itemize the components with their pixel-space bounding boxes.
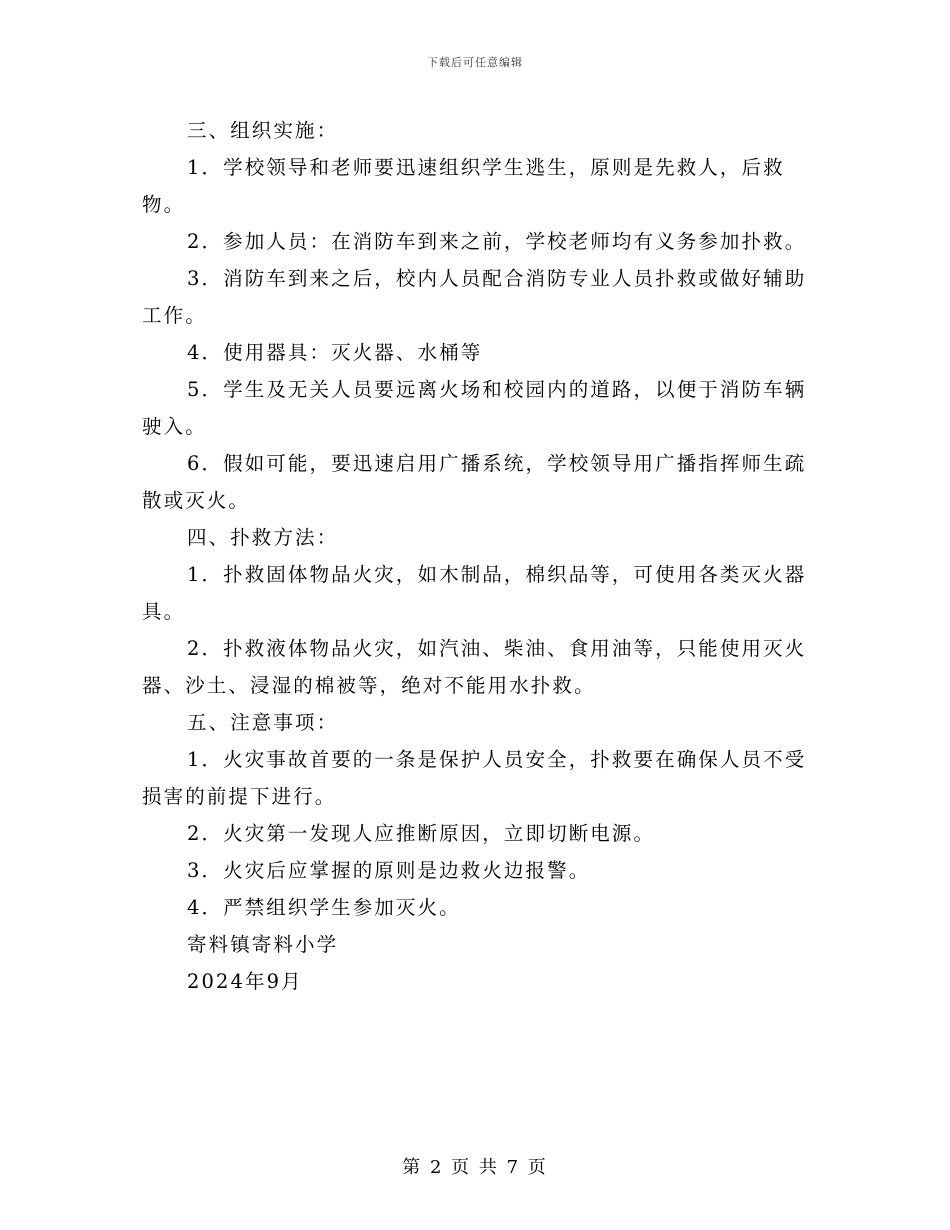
paragraph: 5．学生及无关人员要远离火场和校园内的道路，以便于消防车辆驶入。 <box>142 378 807 438</box>
paragraph: 1．学校领导和老师要迅速组织学生逃生，原则是先救人，后救物。 <box>142 156 785 216</box>
header-note: 下载后可任意编辑 <box>427 56 523 69</box>
paragraph: 1．火灾事故首要的一条是保护人员安全，扑救要在确保人员不受损害的前提下进行。 <box>142 748 807 808</box>
page-number-footer: 第 2 页 共 7 页 <box>402 1157 548 1178</box>
signature-date: 2024年9月 <box>187 970 303 993</box>
section-heading-fire-fighting-methods: 四、扑救方法： <box>187 526 339 549</box>
section-heading-precautions: 五、注意事项： <box>187 711 339 734</box>
document-body <box>142 112 812 1000</box>
paragraph: 3．消防车到来之后，校内人员配合消防专业人员扑救或做好辅助工作。 <box>142 267 807 327</box>
paragraph: 1．扑救固体物品火灾，如木制品，棉织品等，可使用各类灭火器具。 <box>142 563 807 623</box>
paragraph: 4．使用器具：灭火器、水桶等 <box>187 341 483 364</box>
paragraph: 2．火灾第一发现人应推断原因，立即切断电源。 <box>187 822 656 845</box>
paragraph: 2．参加人员：在消防车到来之前，学校老师均有义务参加扑救。 <box>187 230 807 253</box>
paragraph: 6．假如可能，要迅速启用广播系统，学校领导用广播指挥师生疏散或灭火。 <box>142 452 807 512</box>
paragraph: 2．扑救液体物品火灾，如汽油、柴油、食用油等，只能使用灭火器、沙土、浸湿的棉被等，绝对不能用水扑救。 <box>142 637 807 697</box>
signature-school: 寄料镇寄料小学 <box>187 933 339 956</box>
section-heading-organization: 三、组织实施： <box>187 119 339 142</box>
paragraph: 3．火灾后应掌握的原则是边救火边报警。 <box>187 859 591 882</box>
paragraph: 4．严禁组织学生参加灭火。 <box>187 896 461 919</box>
